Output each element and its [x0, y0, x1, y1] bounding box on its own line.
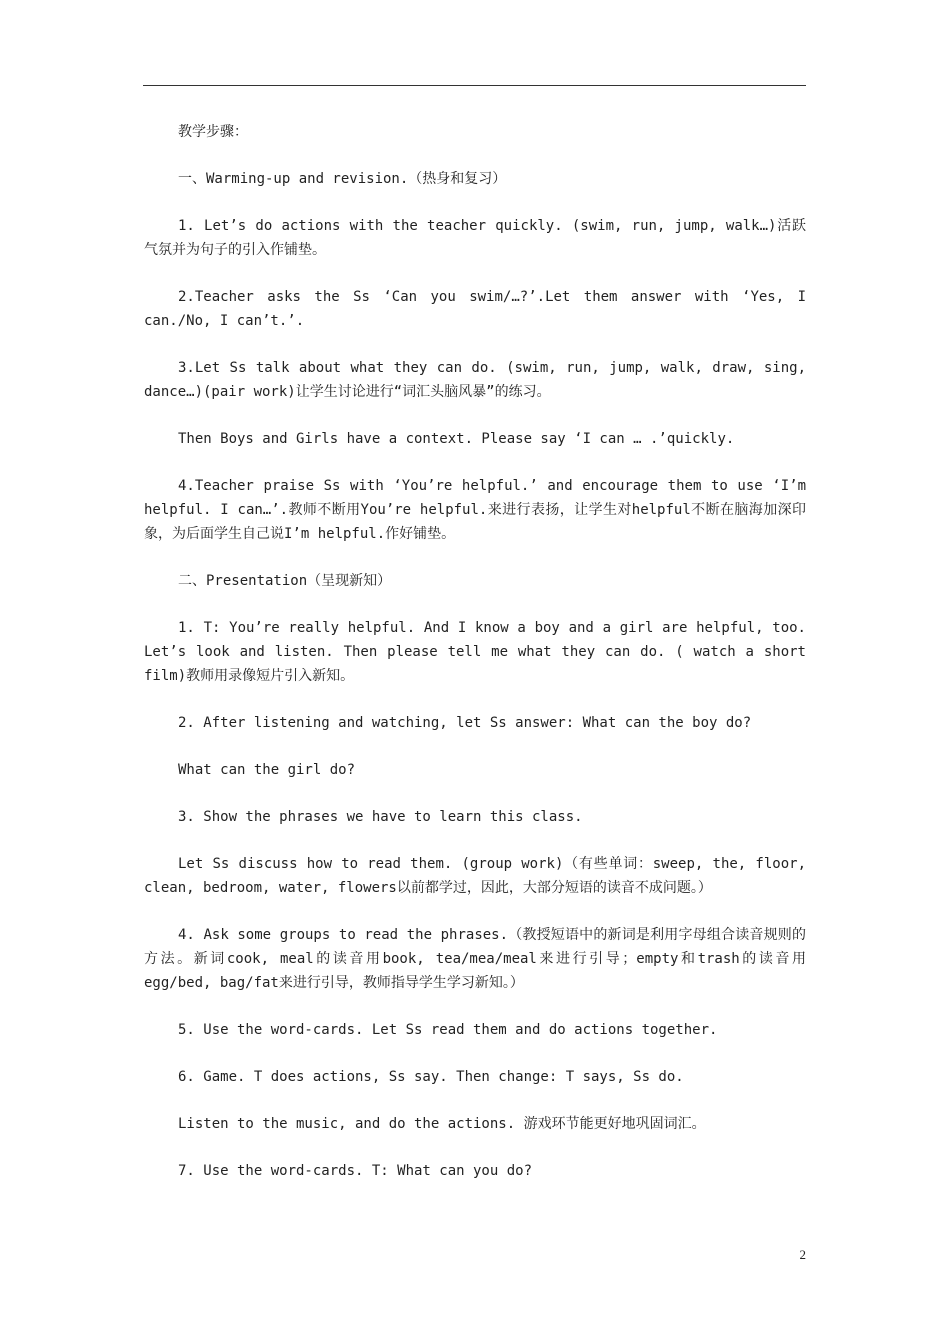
paragraph: 3.Let Ss talk about what they can do. (swim, run, jump, walk, draw, sing, dance…)(pair work)让学生讨论进行“词汇头脑风暴”的练习。	[144, 360, 806, 400]
paragraph: 4. Ask some groups to read the phrases.（教授短语中的新词是利用字母组合读音规则的方法。新词cook, meal的读音用book, tea/mea/meal来进行引导；empty和trash的读音用egg/bed, bag/fat来进行引导，教师指导学生学习新知。）	[144, 927, 806, 991]
paragraph: 4.Teacher praise Ss with ‘You’re helpful.’ and encourage them to use ‘I’m helpful. I can…’.教师不断用You’re helpful.来进行表扬，让学生对helpful不断在脑海加深印象，为后面学生自己说I’m helpful.作好铺垫。	[144, 478, 806, 542]
paragraph: 2. After listening and watching, let Ss answer: What can the boy do?	[178, 715, 752, 731]
page-number: 2	[799, 1247, 806, 1262]
paragraph: What can the girl do?	[178, 762, 356, 778]
section-heading: 教学步骤：	[178, 124, 248, 140]
header-rule	[143, 85, 806, 86]
paragraph: 3. Show the phrases we have to learn this class.	[178, 809, 583, 825]
section-heading: 一、Warming-up and revision.（热身和复习）	[178, 171, 507, 187]
paragraph: 7. Use the word-cards. T: What can you do?	[178, 1163, 533, 1179]
paragraph: Let Ss discuss how to read them. (group work)（有些单词：sweep, the, floor, clean, bedroom, water, flowers以前都学过，因此，大部分短语的读音不成问题。）	[144, 856, 806, 896]
paragraph: 1. Let’s do actions with the teacher quickly. (swim, run, jump, walk…)活跃气氛并为句子的引入作铺垫。	[144, 218, 806, 258]
paragraph: 6. Game. T does actions, Ss say. Then change: T says, Ss do.	[178, 1069, 684, 1085]
document-body	[144, 120, 806, 1206]
paragraph: Listen to the music, and do the actions. 游戏环节能更好地巩固词汇。	[178, 1116, 706, 1132]
paragraph: Then Boys and Girls have a context. Please say ‘I can … .’quickly.	[178, 431, 735, 447]
section-heading: 二、Presentation（呈现新知）	[178, 573, 392, 589]
paragraph: 5. Use the word-cards. Let Ss read them and do actions together.	[178, 1022, 718, 1038]
paragraph: 1. T: You’re really helpful. And I know a boy and a girl are helpful, too. Let’s look and listen. Then please tell me what they can do. ( watch a short film)教师用录像短片引入新知。	[144, 620, 806, 684]
paragraph: 2.Teacher asks the Ss ‘Can you swim/…?’.Let them answer with ‘Yes, I can./No, I can’t.’.	[144, 289, 806, 329]
